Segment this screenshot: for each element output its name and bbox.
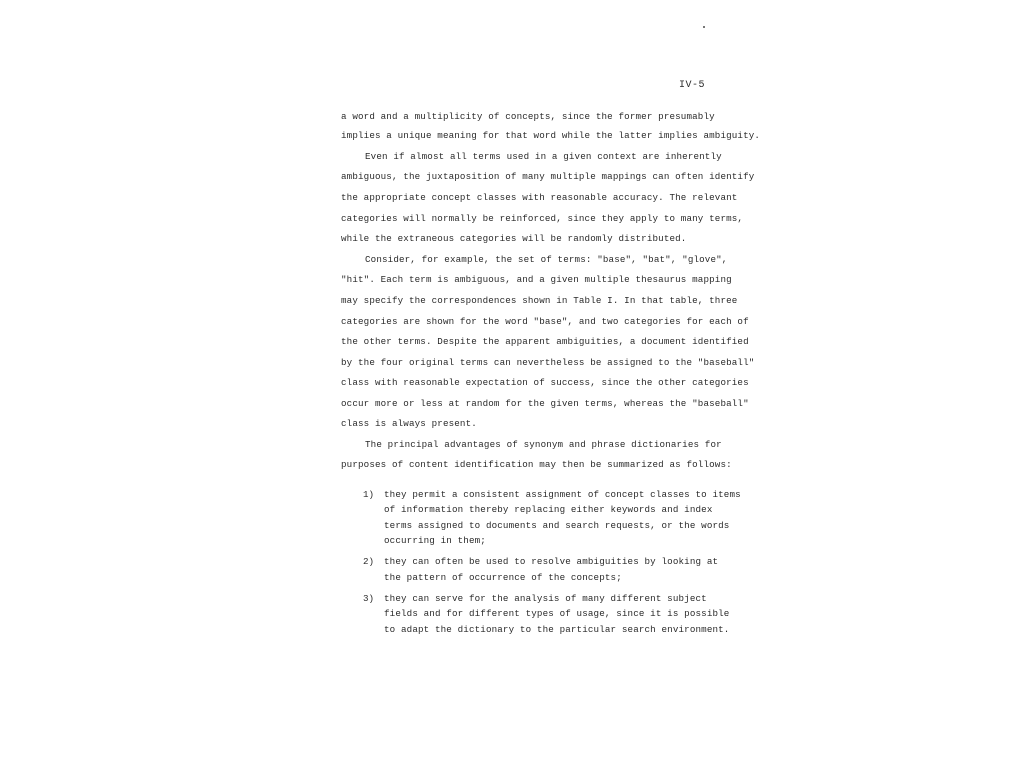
paragraph-3-line-2: "hit". Each term is ambiguous, and a given multiple thesaurus mapping [341, 274, 732, 285]
paragraph-2-line-2: ambiguous, the juxtaposition of many multiple mappings can often identify [341, 171, 755, 182]
list-item-1-line-3: terms assigned to documents and search requests, or the words [384, 520, 730, 531]
paragraph-1-line-2: implies a unique meaning for that word while the latter implies ambiguity. [341, 130, 761, 141]
list-item-2-line-1: they can often be used to resolve ambiguities by looking at [384, 556, 719, 567]
paragraph-1-line-1: a word and a multiplicity of concepts, since the former presumably [341, 111, 715, 122]
paragraph-3-line-1: Consider, for example, the set of terms: "base", "bat", "glove", [365, 254, 728, 265]
list-item-3-line-1: they can serve for the analysis of many different subject [384, 593, 707, 604]
list-item-3-line-3: to adapt the dictionary to the particular search environment. [384, 624, 730, 635]
scan-speck [703, 26, 705, 28]
paragraph-2-line-1: Even if almost all terms used in a given context are inherently [365, 151, 722, 162]
list-item-3-number: 3) [363, 593, 375, 604]
list-item-1-line-2: of information thereby replacing either keywords and index [384, 504, 713, 515]
list-item-3-line-2: fields and for different types of usage, since it is possible [384, 608, 730, 619]
page-number: IV-5 [679, 80, 706, 91]
paragraph-3-line-9: class is always present. [341, 418, 477, 429]
paragraph-3-line-8: occur more or less at random for the given terms, whereas the "baseball" [341, 398, 749, 409]
list-item-2-number: 2) [363, 556, 375, 567]
paragraph-3-line-3: may specify the correspondences shown in Table I. In that table, three [341, 295, 738, 306]
list-item-1-line-4: occurring in them; [384, 535, 486, 546]
paragraph-3-line-4: categories are shown for the word "base", and two categories for each of [341, 316, 749, 327]
list-item-2-line-2: the pattern of occurrence of the concepts; [384, 572, 622, 583]
paragraph-2-line-5: while the extraneous categories will be randomly distributed. [341, 233, 687, 244]
paragraph-3-line-5: the other terms. Despite the apparent ambiguities, a document identified [341, 336, 749, 347]
paragraph-4-line-2: purposes of content identification may then be summarized as follows: [341, 459, 732, 470]
paragraph-3-line-6: by the four original terms can nevertheless be assigned to the "baseball" [341, 357, 755, 368]
paragraph-4-line-1: The principal advantages of synonym and phrase dictionaries for [365, 439, 722, 450]
list-item-1-number: 1) [363, 489, 375, 500]
paragraph-2-line-4: categories will normally be reinforced, since they apply to many terms, [341, 213, 744, 224]
paragraph-2-line-3: the appropriate concept classes with reasonable accuracy. The relevant [341, 192, 738, 203]
paragraph-3-line-7: class with reasonable expectation of success, since the other categories [341, 377, 749, 388]
list-item-1-line-1: they permit a consistent assignment of concept classes to items [384, 489, 741, 500]
